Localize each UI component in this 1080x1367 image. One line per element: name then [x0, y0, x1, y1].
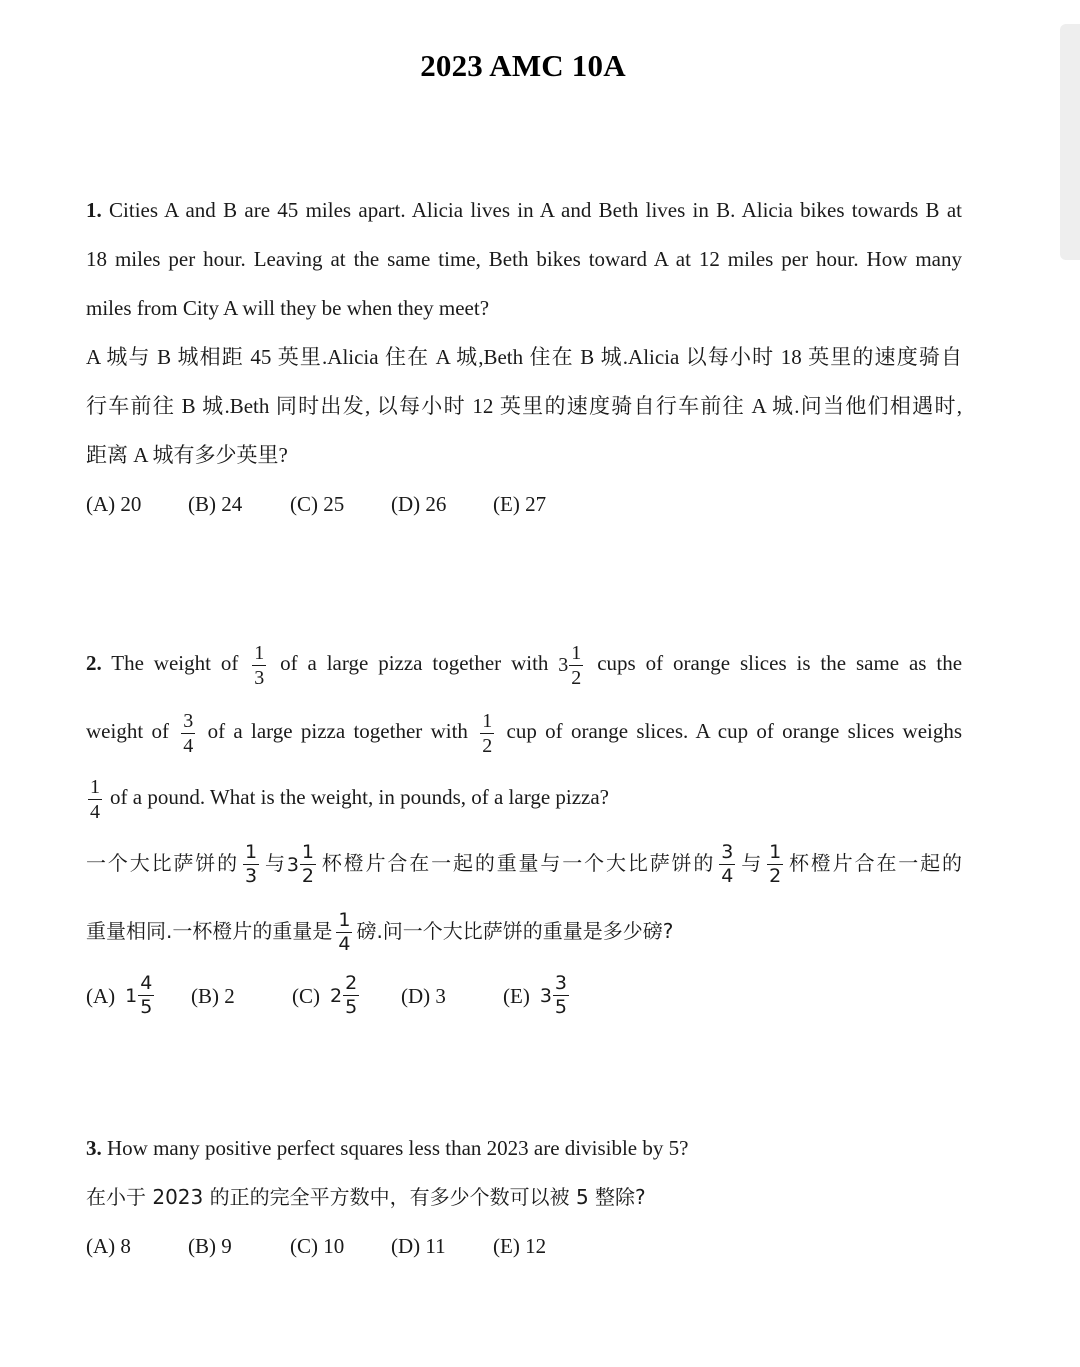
mixed-number [330, 966, 363, 1026]
denominator: 2 [301, 865, 314, 888]
q1-zh-line-1: A 城与 B 城相距 45 英里.Alicia 住在 A 城,Beth 住在 B 城.Alicia 以每小时 18 英里的速度骑自 [86, 345, 962, 369]
q3-choice-c: (C) 10 [290, 1234, 345, 1258]
denominator: 2 [482, 734, 493, 757]
q3-choice-e: (E) 12 [493, 1234, 547, 1258]
q1-choice-e: (E) 27 [493, 492, 547, 516]
q1-zh-line-2: 行车前往 B 城.Beth 同时出发, 以每小时 12 英里的速度骑自行车前往 A 城.问当他们相遇时, [86, 394, 962, 418]
numerator: 2 [345, 972, 358, 995]
q3-choice-a: (A) 8 [86, 1234, 131, 1258]
question-3 [86, 1124, 962, 1266]
fraction-one-half [480, 711, 494, 756]
denominator: 5 [140, 996, 153, 1019]
fraction-one-third-zh [243, 843, 259, 886]
q1-choice-b: (B) 24 [188, 492, 243, 516]
q2-choices [86, 966, 962, 1026]
q2-choice-e [503, 966, 573, 1026]
numerator: 3 [554, 972, 568, 995]
q1-choice-a: (A) 20 [86, 492, 142, 516]
denominator: 4 [338, 932, 351, 955]
q1-en-line-3: miles from City A will they be when they meet? [86, 296, 490, 320]
q2-en-f: cup of orange slices. A cup of orange slices weighs [506, 719, 963, 744]
q2-zh-f: 重量相同.一杯橙片的重量是 [86, 918, 333, 943]
fraction [343, 974, 359, 1017]
whole: 3 [558, 654, 569, 677]
numerator: 1 [301, 841, 314, 864]
q1-choice-d: (D) 26 [391, 492, 447, 516]
choice-label: (A) [86, 983, 116, 1008]
q2-en-g: of a pound. What is the weight, in pounds, of a large pizza? [110, 785, 610, 810]
denominator: 4 [183, 734, 194, 757]
q2-choice-d: (D) 3 [401, 983, 446, 1008]
question-1 [86, 186, 962, 524]
q3-choices [86, 1226, 962, 1266]
question-2 [86, 630, 962, 1026]
fraction-three-quarters [181, 711, 195, 756]
denominator: 2 [571, 666, 582, 689]
q2-zh-d: 与 [739, 851, 764, 876]
q1-en-text-1: Cities A and B are 45 miles apart. Alicia lives in A and Beth lives in B. Alicia bikes towards B at [109, 198, 963, 222]
q2-en-e: of a large pizza together with [207, 719, 468, 744]
fraction-one-quarter [88, 777, 102, 822]
q3-number: 3. [86, 1136, 102, 1160]
q2-zh-line-2 [86, 898, 962, 964]
q1-en-line-2: 18 miles per hour. Leaving at the same time, Beth bikes toward A at 12 miles per hour. How many [86, 247, 962, 271]
mixed-three-and-half-zh [287, 832, 320, 898]
q2-zh-c: 杯橙片合在一起的重量与一个大比萨饼的 [320, 851, 716, 876]
numerator: 1 [254, 641, 265, 664]
q1-number: 1. [86, 198, 102, 222]
denominator: 2 [769, 865, 782, 888]
fraction [300, 843, 316, 886]
document-title: 2023 AMC 10A [420, 48, 626, 83]
mixed-three-and-half [558, 632, 587, 698]
q2-en-c: cups of orange slices is the same as the [597, 651, 963, 675]
q2-en-line-1 [86, 630, 962, 698]
q3-en-line [86, 1124, 962, 1173]
denominator: 3 [254, 666, 265, 689]
fraction [553, 974, 569, 1017]
q1-choice-c: (C) 25 [290, 492, 345, 516]
numerator: 1 [90, 775, 100, 798]
q2-zh-g: 磅.问一个大比萨饼的重量是多少磅? [356, 918, 674, 943]
mixed-number [540, 966, 573, 1026]
q2-zh-b: 与 [263, 851, 287, 876]
q2-en-line-2 [86, 698, 962, 764]
q3-choice-d: (D) 11 [391, 1234, 446, 1258]
numerator: 4 [140, 972, 153, 995]
fraction-one-third [252, 643, 266, 688]
denominator: 5 [554, 996, 568, 1019]
mixed-number [125, 966, 158, 1026]
whole: 2 [330, 984, 343, 1007]
numerator: 1 [338, 908, 351, 931]
q2-choice-c [292, 966, 401, 1026]
q1-zh-line-3: 距离 A 城有多少英里? [86, 443, 288, 467]
q3-choice-b: (B) 9 [188, 1234, 232, 1258]
fraction [569, 643, 583, 688]
numerator: 1 [571, 641, 582, 664]
fraction [138, 974, 154, 1017]
whole: 3 [539, 984, 552, 1007]
choice-label: (E) [503, 983, 530, 1008]
q3-en-text: How many positive perfect squares less than 2023 are divisible by 5? [107, 1136, 689, 1160]
q1-choices [86, 484, 962, 524]
q2-en-line-3 [86, 764, 962, 830]
denominator: 4 [90, 800, 100, 823]
scrollbar[interactable] [1060, 24, 1080, 260]
q2-en-a: The weight of [111, 651, 239, 675]
numerator: 1 [245, 841, 258, 864]
q2-choice-a [86, 966, 191, 1026]
numerator: 1 [769, 841, 782, 864]
whole: 1 [125, 984, 138, 1007]
q2-en-d: weight of [86, 719, 169, 744]
q2-zh-e: 杯橙片合在一起的 [787, 851, 963, 876]
denominator: 3 [245, 865, 258, 888]
fraction-one-quarter-zh [336, 908, 352, 955]
q1-en-line-1 [86, 186, 962, 235]
q2-number: 2. [86, 651, 102, 675]
numerator: 1 [482, 709, 493, 732]
q3-zh-line: 在小于 2023 的正的完全平方数中，有多少个数可以被 5 整除? [86, 1185, 646, 1209]
q2-choice-b: (B) 2 [191, 983, 235, 1008]
whole: 3 [286, 853, 299, 876]
q2-en-b: of a large pizza together with [280, 651, 549, 675]
choice-label: (C) [292, 983, 320, 1008]
denominator: 5 [345, 996, 358, 1019]
numerator: 3 [183, 709, 194, 732]
numerator: 3 [721, 841, 734, 864]
q2-zh-line-1 [86, 830, 962, 898]
q2-zh-a: 一个大比萨饼的 [86, 851, 239, 876]
fraction-one-half-zh [767, 843, 783, 886]
fraction-three-quarters-zh [719, 843, 735, 886]
denominator: 4 [721, 865, 734, 888]
